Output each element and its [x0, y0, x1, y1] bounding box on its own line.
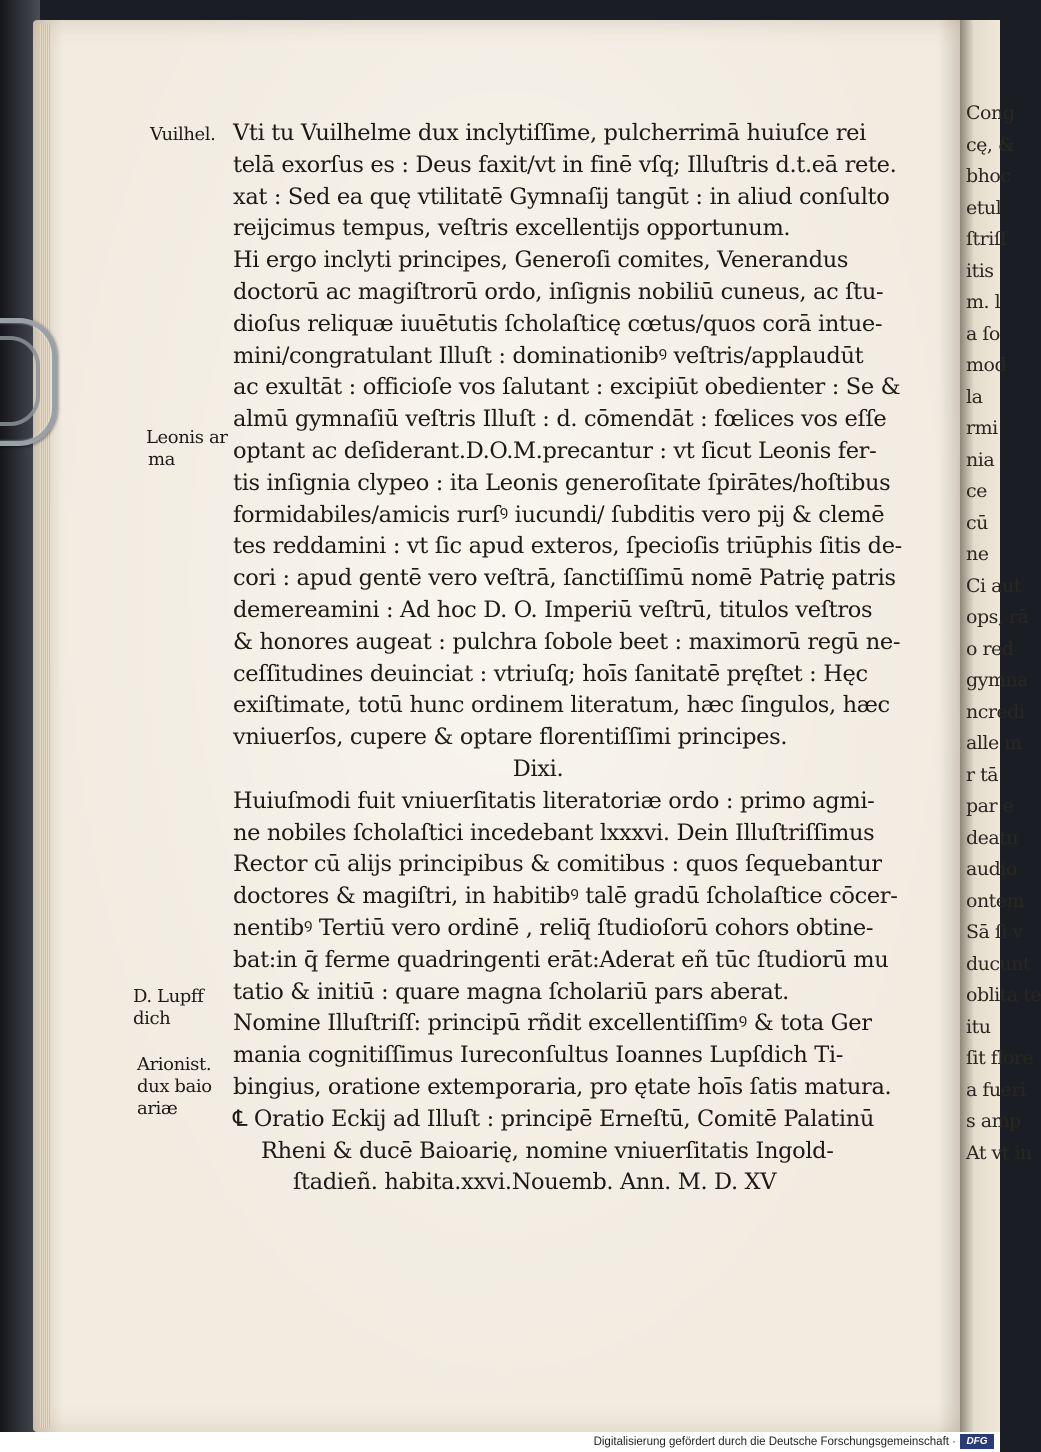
next-page-text: bhoc — [966, 165, 1011, 187]
text-line: tes reddamini : vt ſic apud exteros, ſpecioſis triūphis ſitis de- — [233, 533, 902, 560]
next-page-text: alle m — [966, 732, 1022, 754]
margin-note-lupff-1: D. Lupff — [133, 986, 204, 1007]
dfg-logo: DFG — [960, 1434, 994, 1449]
main-text-block — [233, 118, 933, 1199]
next-page-text: o red — [966, 637, 1014, 660]
text-line: exiſtimate, totū hunc ordinem literatum, hæc ſingulos, hæc — [233, 692, 890, 719]
next-page-text: nia — [966, 448, 995, 471]
text-line: nentibꝰ Tertiū vero ordinē , reliq̄ ſtudioſorū cohors obtine- — [233, 914, 874, 941]
next-page-text: rmi — [966, 417, 998, 439]
next-page-text: la — [966, 385, 983, 408]
oration-heading: Rheni & ducē Baioarię, nomine vniuerſitatis Ingold- — [261, 1137, 834, 1164]
next-page-text: a fueri — [966, 1078, 1026, 1101]
closing-dixi: Dixi. — [512, 755, 564, 782]
next-page-text: cū — [966, 511, 988, 534]
margin-note-arion-3: ariæ — [137, 1098, 178, 1119]
text-line: Huiuſmodi fuit vniuerſitatis literatoriæ ordo : primo agmi- — [233, 787, 875, 814]
next-page-text: At vt in — [966, 1141, 1032, 1164]
next-page-text: mod — [966, 354, 1007, 376]
next-page-fragment — [960, 20, 1041, 1432]
text-line: ceſſitudines deuinciat : vtriuſq; hoīs ſanitatē pręſtet : Hęc — [233, 660, 868, 687]
next-page-text: deatu — [966, 826, 1019, 849]
text-line: optant ac deſiderant.D.O.M.precantur : vt ſicut Leonis fer- — [233, 437, 877, 464]
next-page-text: itu — [966, 1015, 991, 1038]
footer-credit: Digitalisierung gefördert durch die Deutsche Forschungsgemeinschaft · — [593, 1436, 956, 1448]
margin-note-arion-2: dux baio — [137, 1076, 212, 1097]
text-line: telā exorſus es : Deus faxit/vt in finē vſq; Illuſtris d.t.eā rete. — [233, 151, 897, 178]
oration-heading: ℄ Oratio Eckij ad Illuſt : principē Erneſtū, Comitē Palatinū — [233, 1105, 874, 1132]
text-line: & honores augeat : pulchra ſobole beet : maximorū regū ne- — [233, 628, 901, 655]
text-line: demereamini : Ad hoc D. O. Imperiū veſtrū, titulos veſtros — [233, 596, 873, 623]
text-line: doctores & magiſtri, in habitibꝰ talē gradū ſcholaſtice cōcer- — [233, 883, 898, 910]
next-page-text: ſit flore — [966, 1047, 1034, 1069]
next-page-text: par e — [966, 795, 1014, 817]
text-line: Vti tu Vuilhelme dux inclytiſſime, pulcherrimā huiuſce rei — [233, 120, 866, 146]
text-line: bingius, oratione extemporaria, pro ętate hoīs ſatis matura. — [233, 1073, 892, 1100]
text-line: vniuerſos, cupere & optare florentiſſimi principes. — [233, 724, 788, 751]
margin-note-vuilhel: Vuilhel. — [150, 124, 216, 145]
next-page-text: ncredi — [966, 700, 1025, 723]
next-page-text: ce — [966, 480, 987, 502]
next-page-text: m. l — [966, 291, 1001, 313]
page-stack-edge — [40, 24, 50, 1428]
text-line: Hi ergo inclyti principes, Generoſi comites, Venerandus — [233, 247, 849, 274]
next-page-text: etul — [966, 196, 1002, 219]
text-line: Rector cū alijs principibus & comitibus : quos ſequebantur — [233, 851, 882, 878]
paper-clip-inner-icon — [0, 336, 40, 426]
next-page-text: ontem — [966, 889, 1025, 912]
text-line: ne nobiles ſcholaſtici incedebant lxxxvi. Dein Illuſtriſſimus — [233, 819, 875, 846]
next-page-text: r tā — [966, 763, 999, 786]
text-line: tis inſignia clypeo : ita Leonis generoſitate ſpirātes/hoſtibus — [233, 469, 891, 496]
text-line: mini/congratulant Illuſt : dominationibꝰ veſtris/applaudūt — [233, 342, 864, 369]
next-page-text: cę, & — [966, 133, 1015, 156]
text-line: formidabiles/amicis rurſꝰ iucundi/ ſubditis vero pij & clemē — [233, 501, 885, 528]
text-line: mania cognitiſſimus Iureconſultus Ioannes Lupſdich Ti- — [233, 1042, 843, 1069]
next-page-text: ops, rā — [966, 606, 1029, 628]
text-line: cori : apud gentē vero veſtrā, ſanctiſſimū nomē Patrię patris — [233, 565, 896, 592]
margin-note-leonis-1: Leonis ar — [146, 427, 228, 448]
next-page-text: Cong — [966, 102, 1015, 124]
next-page-text: s amp — [966, 1110, 1021, 1132]
next-page-text: ſtriſſ — [966, 228, 1007, 250]
next-page-text: oblita te — [966, 984, 1041, 1006]
margin-note-arion-1: Arionist. — [137, 1054, 212, 1075]
text-line: reijcimus tempus, veſtris excellentijs opportunum. — [233, 215, 791, 242]
text-line: xat : Sed ea quę vtilitatē Gymnaſij tangūt : in aliud conſulto — [233, 183, 890, 210]
margin-note-lupff-2: dich — [133, 1008, 171, 1029]
next-page-text: Ci aut — [966, 574, 1021, 597]
text-line: doctorū ac magiſtrorū ordo, inſignis nobiliū cuneus, ac ſtu- — [233, 278, 884, 305]
text-line: bat:in q̄ ferme quadringenti erāt:Aderat eñ tūc ſtudiorū mu — [233, 946, 889, 973]
text-line: almū gymnaſiū veſtris Illuſt : d. cōmendāt : fœlices vos eſſe — [233, 406, 887, 433]
text-line: Nomine Illuſtriſſ: principū rñdit excellentiſſimꝰ & tota Ger — [233, 1010, 872, 1037]
text-line: ac exultāt : officioſe vos ſalutant : excipiūt obedienter : Se & — [233, 374, 901, 401]
oration-heading: ſtadieñ. habita.xxvi.Nouemb. Ann. M. D. XV — [293, 1169, 777, 1196]
next-page-text: audio — [966, 858, 1017, 880]
margin-note-leonis-2: ma — [148, 449, 175, 470]
next-page-text: ne — [966, 543, 989, 565]
next-page-text: gymna — [966, 669, 1028, 691]
next-page-text: ducunt — [966, 952, 1031, 975]
text-line: tatio & initiū : quare magna ſcholariū pars aberat. — [233, 978, 789, 1005]
next-page-text: Sā ſi v — [966, 921, 1023, 943]
next-page-text: a ſo — [966, 322, 1000, 345]
next-page-text: itis — [966, 259, 994, 282]
text-line: dioſus reliquæ iuuētutis ſcholaſticę cœtus/quos corā intue- — [233, 310, 883, 337]
